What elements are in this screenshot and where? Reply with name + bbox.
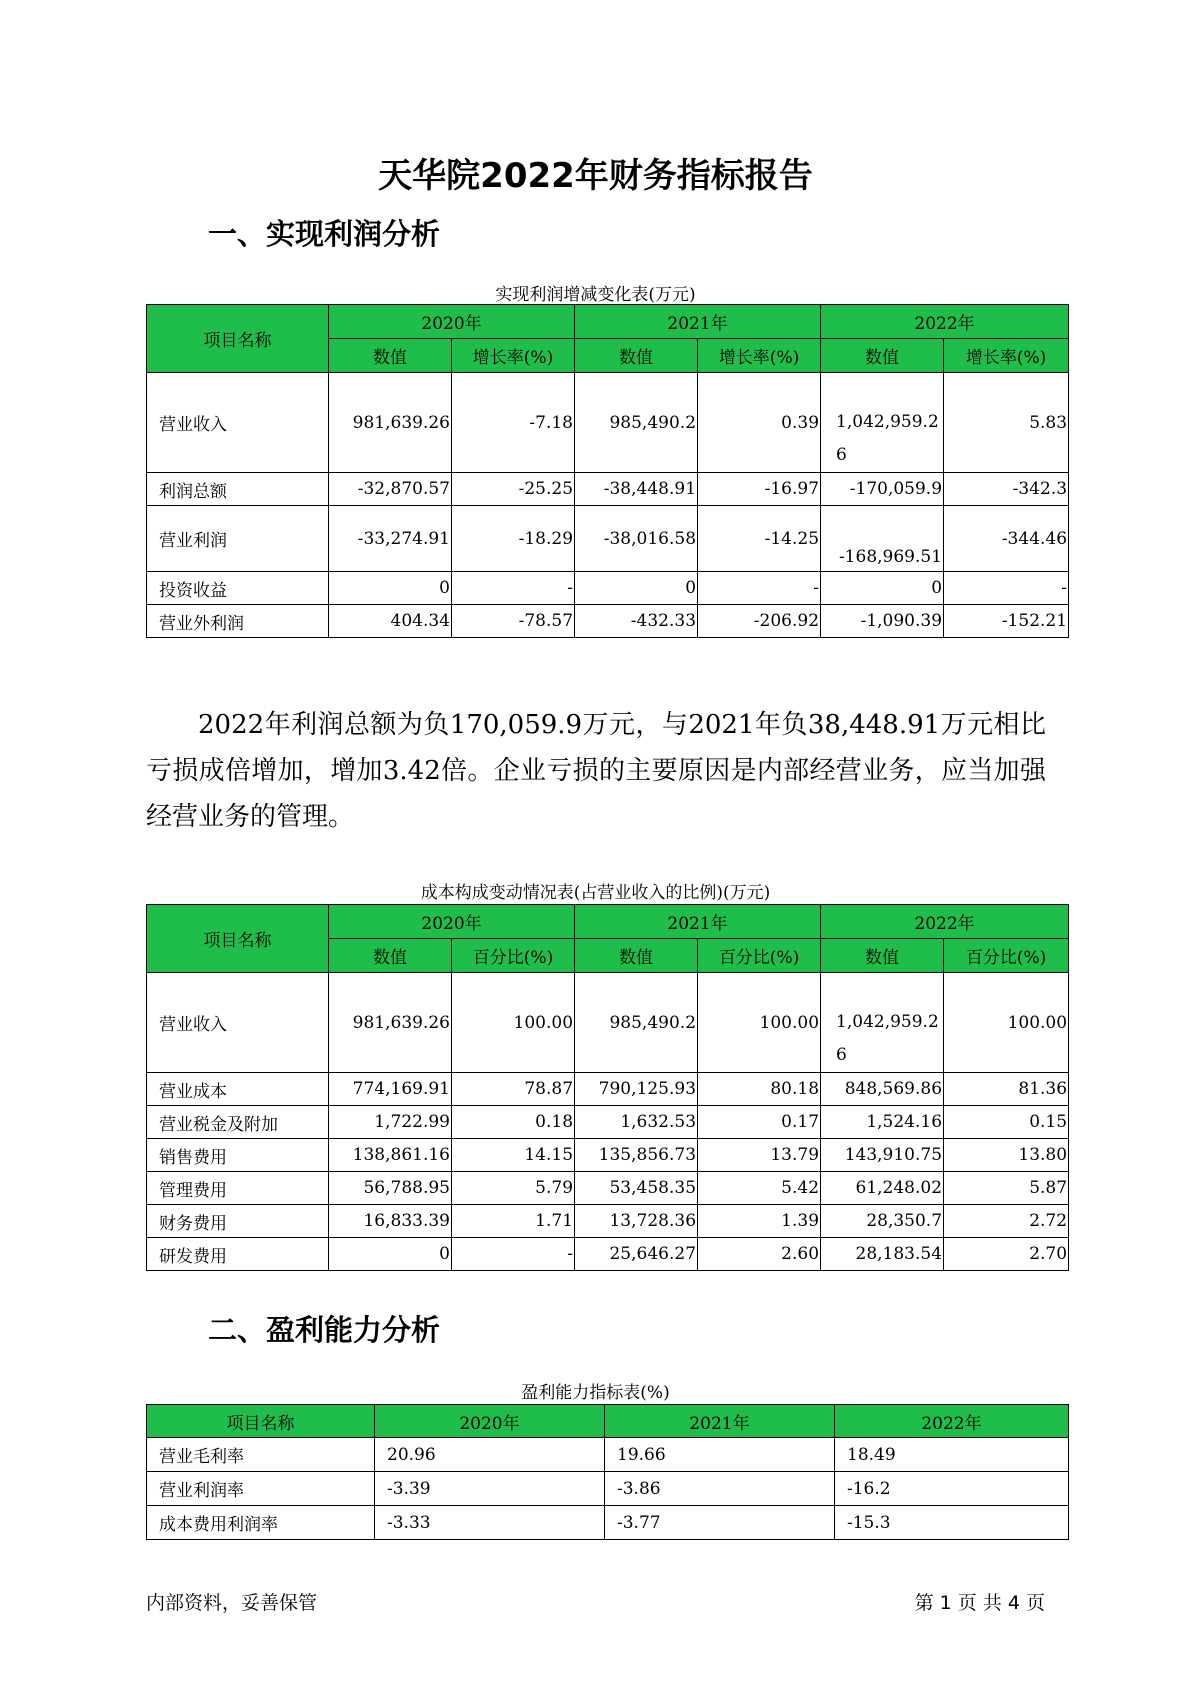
cell-value: 16,833.39	[329, 1205, 452, 1238]
cell-value	[821, 973, 944, 1073]
cell-rate: -	[452, 572, 575, 605]
cell-percent: 100.00	[452, 973, 575, 1073]
cell-value: -15.3	[835, 1506, 1069, 1540]
header-value: 数值	[575, 339, 698, 373]
row-label: 成本费用利润率	[147, 1506, 375, 1540]
cell-value: 56,788.95	[329, 1172, 452, 1205]
cell-value: 138,861.16	[329, 1139, 452, 1172]
row-label: 投资收益	[147, 572, 329, 605]
header-year: 2022年	[821, 905, 1069, 939]
cell-percent: 78.87	[452, 1073, 575, 1106]
cell-value: 143,910.75	[821, 1139, 944, 1172]
cell-percent: 2.60	[698, 1238, 821, 1271]
cell-value: 404.34	[329, 605, 452, 638]
table-row	[147, 1438, 1069, 1472]
cell-value: 18.49	[835, 1438, 1069, 1472]
table-row	[147, 973, 1069, 1073]
cell-percent: 0.18	[452, 1106, 575, 1139]
cell-percent: 5.87	[944, 1172, 1069, 1205]
table-row	[147, 605, 1069, 638]
cell-value: -168,969.51	[821, 506, 944, 572]
section-heading-profit: 一、实现利润分析	[208, 217, 441, 251]
wrapped-value: 1,042,959.26	[836, 411, 939, 465]
table-caption-profitability: 盈利能力指标表(%)	[521, 1383, 670, 1403]
cell-rate: -344.46	[944, 506, 1069, 572]
header-value: 数值	[329, 339, 452, 373]
cell-value: -32,870.57	[329, 473, 452, 506]
header-value: 数值	[575, 939, 698, 973]
document-title: 天华院2022年财务指标报告	[378, 156, 813, 196]
cell-percent: 2.70	[944, 1238, 1069, 1271]
row-label: 营业税金及附加	[147, 1106, 329, 1139]
table-row	[147, 1073, 1069, 1106]
header-year: 2020年	[329, 905, 575, 939]
cell-value: -38,448.91	[575, 473, 698, 506]
table-row	[147, 1205, 1069, 1238]
cell-percent: 0.15	[944, 1106, 1069, 1139]
table-row	[147, 572, 1069, 605]
cell-value: 20.96	[375, 1438, 605, 1472]
header-value: 数值	[821, 939, 944, 973]
header-item-name: 项目名称	[147, 1405, 375, 1438]
cell-value: 790,125.93	[575, 1073, 698, 1106]
header-year: 2021年	[575, 905, 821, 939]
cell-value: -1,090.39	[821, 605, 944, 638]
cell-rate: 0.39	[698, 373, 821, 473]
cell-percent: 13.80	[944, 1139, 1069, 1172]
table-row	[147, 506, 1069, 572]
cell-rate: -152.21	[944, 605, 1069, 638]
cost-structure-table	[146, 904, 1069, 1271]
cell-rate: -16.97	[698, 473, 821, 506]
header-year: 2022年	[835, 1405, 1069, 1438]
section-heading-profitability: 二、盈利能力分析	[208, 1313, 441, 1347]
header-year: 2021年	[605, 1405, 835, 1438]
cell-value: -3.39	[375, 1472, 605, 1506]
header-item-name: 项目名称	[147, 305, 329, 373]
cell-percent: -	[452, 1238, 575, 1271]
cell-rate: -18.29	[452, 506, 575, 572]
cell-value: 0	[821, 572, 944, 605]
table-caption-cost: 成本构成变动情况表(占营业收入的比例)(万元)	[420, 883, 771, 903]
cell-value: 985,490.2	[575, 373, 698, 473]
cell-value: 13,728.36	[575, 1205, 698, 1238]
cell-percent: 14.15	[452, 1139, 575, 1172]
cell-percent: 1.39	[698, 1205, 821, 1238]
table-row	[147, 1106, 1069, 1139]
cell-value: -432.33	[575, 605, 698, 638]
cell-rate: -342.3	[944, 473, 1069, 506]
cell-percent: 2.72	[944, 1205, 1069, 1238]
header-value: 数值	[329, 939, 452, 973]
cell-percent: 1.71	[452, 1205, 575, 1238]
row-label: 营业利润	[147, 506, 329, 572]
cell-value: 981,639.26	[329, 973, 452, 1073]
cell-percent: 81.36	[944, 1073, 1069, 1106]
cell-value: 1,632.53	[575, 1106, 698, 1139]
row-label: 营业成本	[147, 1073, 329, 1106]
cell-percent: 100.00	[698, 973, 821, 1073]
header-growth-rate: 增长率(%)	[698, 339, 821, 373]
header-percent: 百分比(%)	[452, 939, 575, 973]
table-row	[147, 1506, 1069, 1540]
cell-value: 0	[329, 572, 452, 605]
cell-value: 0	[575, 572, 698, 605]
table-row	[147, 1238, 1069, 1271]
header-value: 数值	[821, 339, 944, 373]
header-year: 2020年	[329, 305, 575, 339]
table-row	[147, 1472, 1069, 1506]
cell-value: -3.86	[605, 1472, 835, 1506]
header-percent: 百分比(%)	[944, 939, 1069, 973]
cell-value: 1,524.16	[821, 1106, 944, 1139]
cell-value: 61,248.02	[821, 1172, 944, 1205]
cell-percent: 0.17	[698, 1106, 821, 1139]
profit-change-table	[146, 304, 1069, 638]
cell-value: -3.77	[605, 1506, 835, 1540]
cell-percent: 5.42	[698, 1172, 821, 1205]
cell-value: 774,169.91	[329, 1073, 452, 1106]
row-label: 研发费用	[147, 1238, 329, 1271]
cell-rate: -7.18	[452, 373, 575, 473]
cell-value: -16.2	[835, 1472, 1069, 1506]
cell-value: 53,458.35	[575, 1172, 698, 1205]
row-label: 营业利润率	[147, 1472, 375, 1506]
cell-value: -3.33	[375, 1506, 605, 1540]
row-label: 营业毛利率	[147, 1438, 375, 1472]
cell-rate: -25.25	[452, 473, 575, 506]
table-caption-profit: 实现利润增减变化表(万元)	[495, 285, 696, 305]
cell-rate: -14.25	[698, 506, 821, 572]
cell-percent: 5.79	[452, 1172, 575, 1205]
cell-value: 28,350.7	[821, 1205, 944, 1238]
cell-value: -170,059.9	[821, 473, 944, 506]
header-growth-rate: 增长率(%)	[452, 339, 575, 373]
header-percent: 百分比(%)	[698, 939, 821, 973]
cell-rate: 5.83	[944, 373, 1069, 473]
footer-page-number: 第 1 页 共 4 页	[914, 1592, 1045, 1614]
row-label: 营业收入	[147, 973, 329, 1073]
table-row	[147, 1139, 1069, 1172]
header-growth-rate: 增长率(%)	[944, 339, 1069, 373]
table-row	[147, 473, 1069, 506]
cell-value: 28,183.54	[821, 1238, 944, 1271]
cell-rate: -206.92	[698, 605, 821, 638]
wrapped-value: 1,042,959.26	[836, 1011, 939, 1065]
row-label: 管理费用	[147, 1172, 329, 1205]
cell-rate: -78.57	[452, 605, 575, 638]
header-year: 2021年	[575, 305, 821, 339]
cell-value: 135,856.73	[575, 1139, 698, 1172]
row-label: 营业收入	[147, 373, 329, 473]
cell-percent: 13.79	[698, 1139, 821, 1172]
row-label: 销售费用	[147, 1139, 329, 1172]
cell-value: 985,490.2	[575, 973, 698, 1073]
header-year: 2020年	[375, 1405, 605, 1438]
profitability-table	[146, 1404, 1069, 1540]
cell-rate: -	[944, 572, 1069, 605]
cell-value: 848,569.86	[821, 1073, 944, 1106]
table-row	[147, 373, 1069, 473]
cell-value: 25,646.27	[575, 1238, 698, 1271]
header-year: 2022年	[821, 305, 1069, 339]
header-item-name: 项目名称	[147, 905, 329, 973]
cell-value: -38,016.58	[575, 506, 698, 572]
cell-value: 981,639.26	[329, 373, 452, 473]
cell-percent: 80.18	[698, 1073, 821, 1106]
row-label: 营业外利润	[147, 605, 329, 638]
profit-analysis-paragraph: 2022年利润总额为负170,059.9万元，与2021年负38,448.91万元相比亏损成倍增加，增加3.42倍。企业亏损的主要原因是内部经营业务，应当加强经营业务的管理。	[146, 710, 1046, 832]
table-row	[147, 1172, 1069, 1205]
row-label: 财务费用	[147, 1205, 329, 1238]
cell-value: 0	[329, 1238, 452, 1271]
cell-value	[821, 373, 944, 473]
row-label: 利润总额	[147, 473, 329, 506]
cell-percent: 100.00	[944, 973, 1069, 1073]
cell-rate: -	[698, 572, 821, 605]
cell-value: 19.66	[605, 1438, 835, 1472]
cell-value: 1,722.99	[329, 1106, 452, 1139]
cell-value: -33,274.91	[329, 506, 452, 572]
footer-confidential-note: 内部资料，妥善保管	[146, 1592, 318, 1614]
